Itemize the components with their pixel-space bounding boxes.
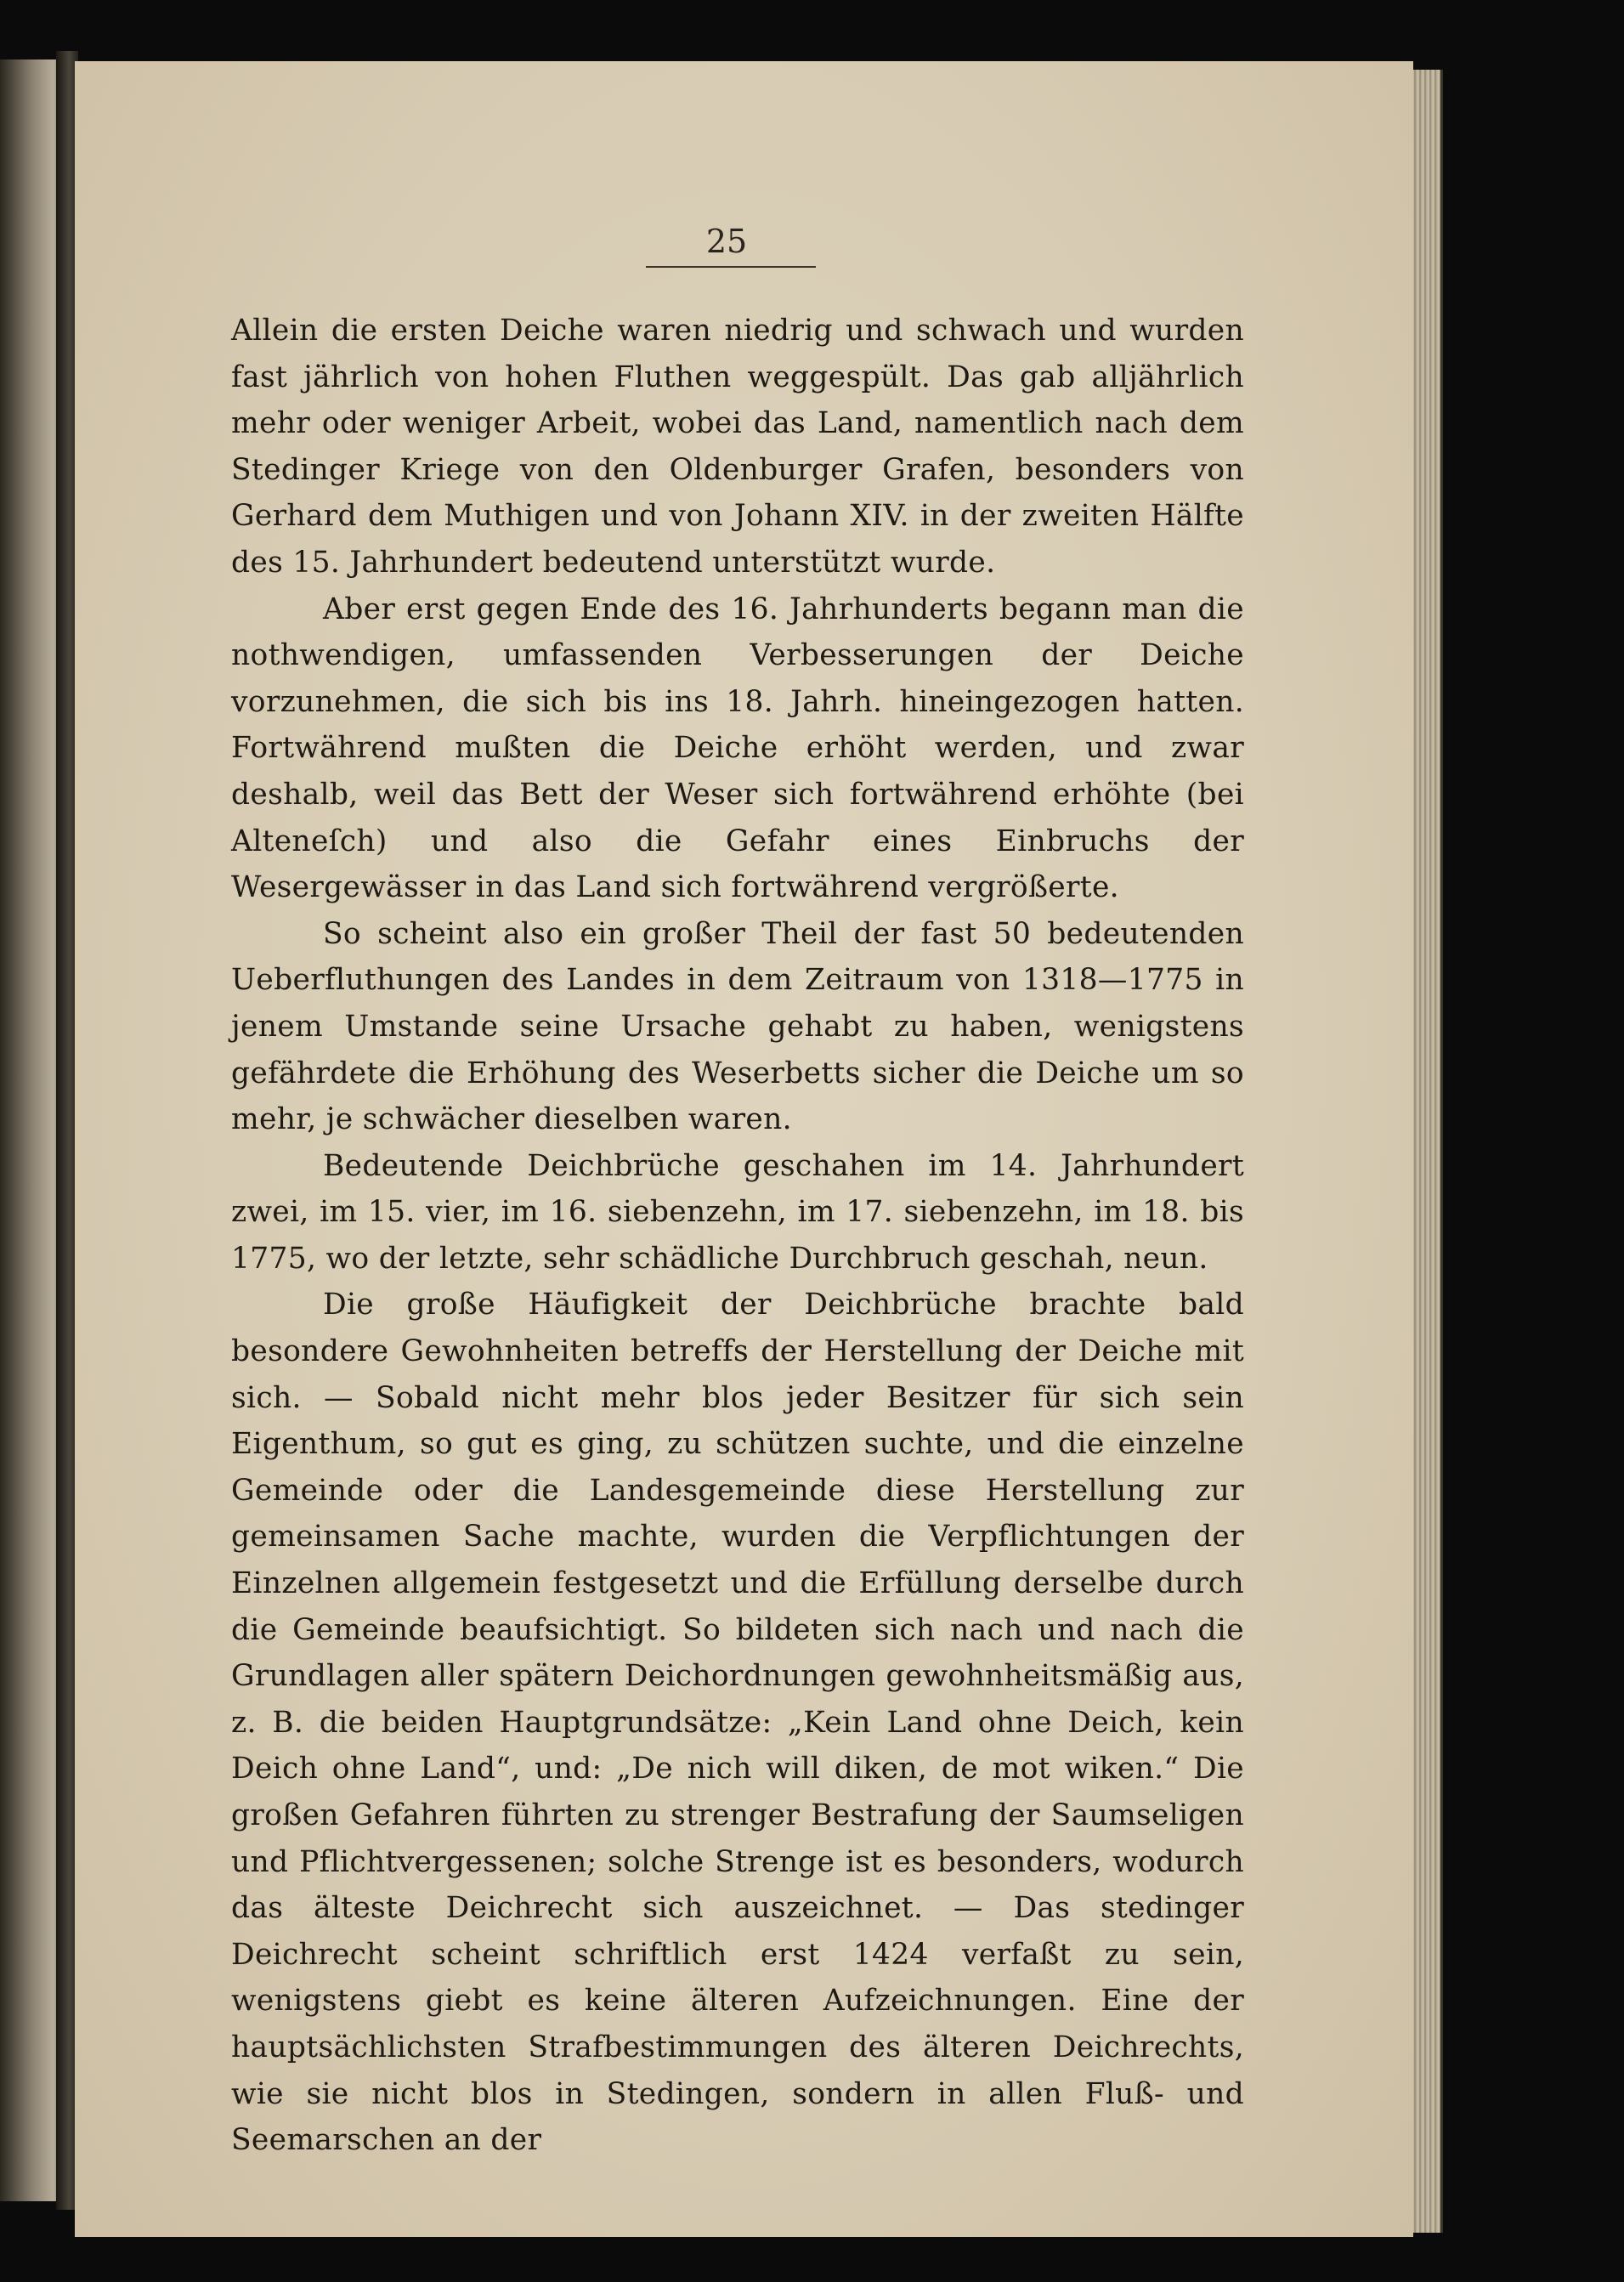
paragraph-3: So scheint also ein großer Theil der fast 50 bedeutenden Ueberfluthungen des Landes in dem Zeitraum von 1318—1775 in jenem Umstande seine Ursache gehabt zu haben, wenigstens gefährdete die Erhöhung des Weserbetts sicher die Deiche um so mehr, je schwächer dieselben waren.	[231, 916, 1244, 1137]
facing-page-edge	[0, 59, 59, 2201]
paragraph-1: Allein die ersten Deiche waren niedrig und schwach und wurden fast jährlich von hohen Fluthen weggespült. Das gab alljährlich mehr oder weniger Arbeit, wobei das Land, namentlich nach dem Stedinger Kriege von den Oldenburger Grafen, besonders von Gerhard dem Muthigen und von Johann XIV. in der zweiten Hälfte des 15. Jahrhundert bedeutend unterstützt wurde.	[231, 314, 1244, 580]
header-rule	[646, 266, 816, 268]
paragraph-5: Die große Häufigkeit der Deichbrüche brachte bald besondere Gewohnheiten betreffs der Herstellung der Deiche mit sich. — Sobald nicht mehr blos jeder Besitzer für sich sein Eigenthum, so gut es ging, zu schützen suchte, und die einzelne Gemeinde oder die Landesgemeinde diese Herstellung zur gemeinsamen Sache machte, wurden die Verpflichtungen der Einzelnen allgemein festgesetzt und die Erfüllung derselbe durch die Gemeinde beaufsichtigt. So bildeten sich nach und nach die Grundlagen aller spätern Deichordnungen gewohnheitsmäßig aus, z. B. die beiden Hauptgrundsätze: „Kein Land ohne Deich, kein Deich ohne Land“, und: „De nich will diken, de mot wiken.“ Die großen Gefahren führten zu strenger Bestrafung der Saumseligen und Pflichtvergessenen; solche Strenge ist es besonders, wodurch das älteste Deichrecht sich auszeichnet. — Das stedinger Deichrecht scheint schriftlich erst 1424 verfaßt zu sein, wenigstens giebt es keine älteren Aufzeichnungen. Eine der hauptsächlichsten Strafbestimmungen des älteren Deichrechts, wie sie nicht blos in Stedingen, sondern in allen Fluß- und Seemarschen an der	[231, 1288, 1244, 2158]
paragraph-4: Bedeutende Deichbrüche geschahen im 14. Jahrhundert zwei, im 15. vier, im 16. siebenzehn, im 17. siebenzehn, im 18. bis 1775, wo der letzte, sehr schädliche Durchbruch geschah, neun.	[231, 1148, 1244, 1276]
paragraph-2: Aber erst gegen Ende des 16. Jahrhunderts begann man die nothwendigen, umfassenden Verbesserungen der Deiche vorzunehmen, die sich bis ins 18. Jahrh. hineingezogen hatten. Fortwährend mußten die Deiche erhöht werden, und zwar deshalb, weil das Bett der Weser sich fortwährend erhöhte (bei Alteneſch) und also die Gefahr eines Einbruchs der Wesergewässer in das Land sich fortwährend vergrößerte.	[231, 592, 1244, 905]
page-number: 25	[705, 223, 748, 260]
body-text	[231, 308, 1244, 2164]
